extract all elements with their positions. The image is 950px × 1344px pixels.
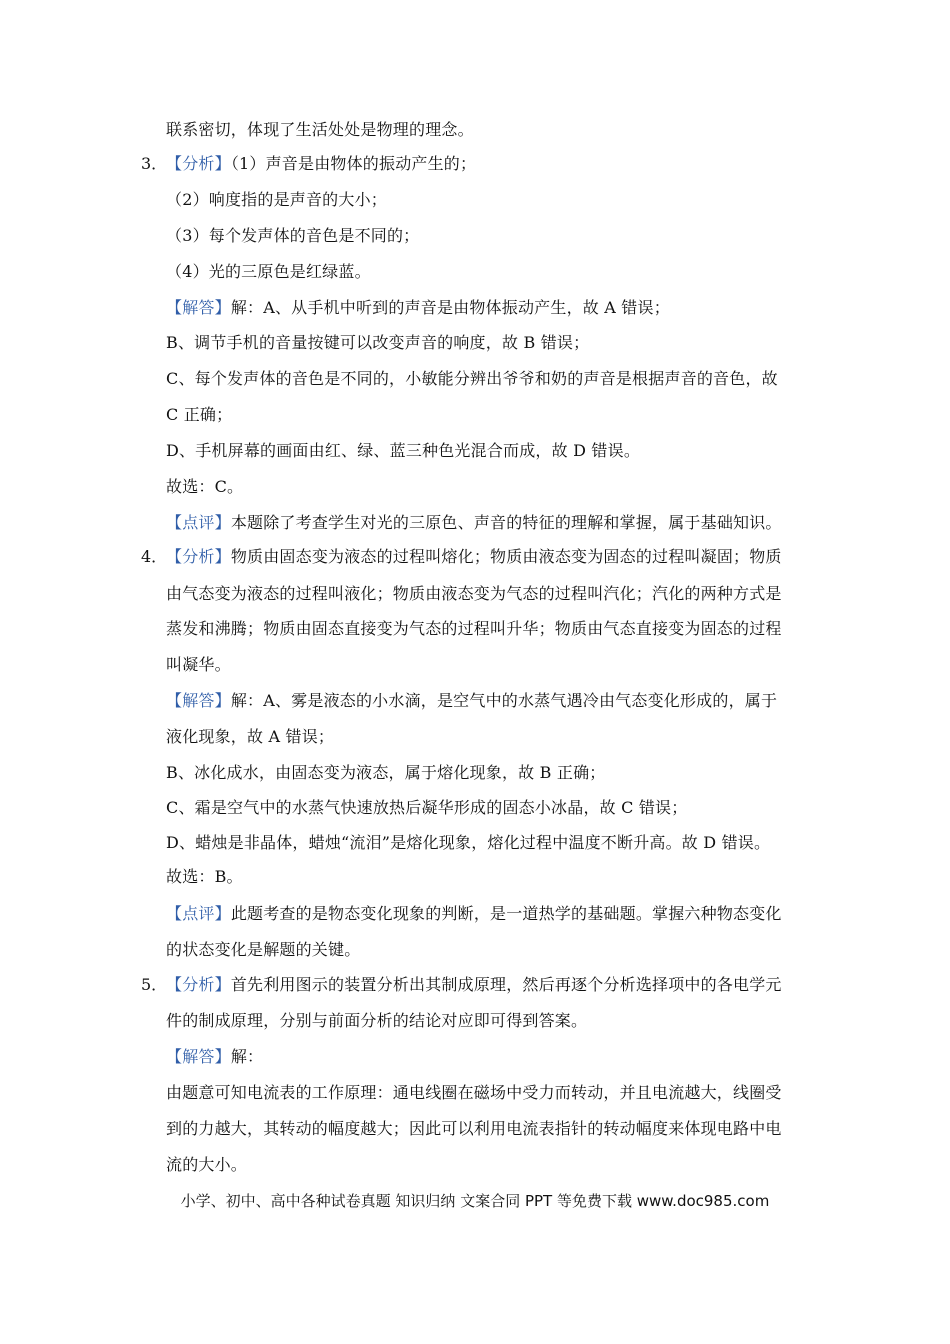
q3-answer-line-6: 故选：C。 (166, 477, 244, 496)
q3-answer-line-4: C 正确； (166, 405, 233, 424)
footer-advert: 小学、初中、高中各种试卷真题 知识归纳 文案合同 PPT 等免费下载 www.doc985.com (180, 1192, 770, 1210)
q4-analysis-text-1: 物质由固态变为液态的过程叫熔化；物质由液态变为固态的过程叫凝固；物质 (230, 547, 782, 566)
q4-comment-line-2: 的状态变化是解题的关键。 (166, 940, 361, 959)
q4-answer-text-1: 解：A、雾是液态的小水滴，是空气中的水蒸气遇冷由气态变化形成的，属于 (230, 691, 778, 710)
q4-answer-line-5: D、蜡烛是非晶体，蜡烛“流泪”是熔化现象，熔化过程中温度不断升高。故 D 错误。 (166, 833, 771, 852)
q5-analysis-tag: 【分析】 (166, 975, 231, 994)
q4-comment-text-1: 此题考查的是物态变化现象的判断，是一道热学的基础题。掌握六种物态变化 (230, 904, 782, 923)
q4-analysis-line-3: 蒸发和沸腾；物质由固态直接变为气态的过程叫升华；物质由气态直接变为固态的过程 (166, 619, 782, 638)
q3-comment-line-1 (166, 512, 816, 534)
q4-analysis-line-1 (166, 546, 816, 568)
q4-analysis-line-4: 叫凝华。 (166, 655, 231, 674)
q5-answer-line-1 (166, 1046, 816, 1068)
q3-comment-text-1: 本题除了考查学生对光的三原色、声音的特征的理解和掌握，属于基础知识。 (230, 513, 782, 532)
q3-number: 3． (141, 154, 168, 173)
q5-answer-line-2: 由题意可知电流表的工作原理：通电线圈在磁场中受力而转动，并且电流越大，线圈受 (166, 1083, 782, 1102)
q4-answer-line-6: 故选：B。 (166, 867, 243, 886)
q5-number: 5． (141, 975, 168, 994)
q4-answer-line-3: B、冰化成水，由固态变为液态，属于熔化现象，故 B 正确； (166, 763, 606, 782)
q4-answer-line-4: C、霜是空气中的水蒸气快速放热后凝华形成的固态小冰晶，故 C 错误； (166, 798, 688, 817)
q3-analysis-tag: 【分析】 (166, 154, 231, 173)
q4-answer-line-1 (166, 690, 816, 712)
q3-analysis-line-4: （4）光的三原色是红绿蓝。 (166, 262, 371, 281)
q3-analysis-line-3: （3）每个发声体的音色是不同的； (166, 226, 420, 245)
q3-comment-tag: 【点评】 (166, 513, 231, 532)
q3-answer-line-1 (166, 297, 816, 319)
q3-analysis-line-2: （2）响度指的是声音的大小； (166, 190, 387, 209)
q3-answer-line-3: C、每个发声体的音色是不同的，小敏能分辨出爷爷和奶的声音是根据声音的音色，故 (166, 369, 778, 388)
q4-comment-line-1 (166, 903, 816, 925)
q3-answer-tag: 【解答】 (166, 298, 231, 317)
q5-answer-line-3: 到的力越大，其转动的幅度越大；因此可以利用电流表指针的转动幅度来体现电路中电 (166, 1119, 782, 1138)
q4-number: 4． (141, 547, 168, 566)
q5-answer-tag: 【解答】 (166, 1047, 231, 1066)
q5-answer-text-1: 解： (230, 1047, 264, 1066)
q5-answer-line-4: 流的大小。 (166, 1155, 248, 1174)
q3-answer-line-5: D、手机屏幕的画面由红、绿、蓝三种色光混合而成，故 D 错误。 (166, 441, 641, 460)
q5-analysis-text-1: 首先利用图示的装置分析出其制成原理，然后再逐个分析选择项中的各电学元 (230, 975, 782, 994)
q5-analysis-line-1 (166, 974, 816, 996)
q4-analysis-tag: 【分析】 (166, 547, 231, 566)
q4-answer-tag: 【解答】 (166, 691, 231, 710)
q3-analysis-line-1 (166, 153, 816, 175)
q4-analysis-line-2: 由气态变为液态的过程叫液化；物质由液态变为气态的过程叫汽化；汽化的两种方式是 (166, 584, 782, 603)
q3-answer-line-2: B、调节手机的音量按键可以改变声音的响度，故 B 错误； (166, 333, 590, 352)
q4-comment-tag: 【点评】 (166, 904, 231, 923)
q5-analysis-line-2: 件的制成原理，分别与前面分析的结论对应即可得到答案。 (166, 1011, 588, 1030)
q2-tail-text: 联系密切，体现了生活处处是物理的理念。 (166, 120, 474, 139)
q3-analysis-text-1: （1）声音是由物体的振动产生的； (230, 154, 477, 173)
q3-answer-text-1: 解：A、从手机中听到的声音是由物体振动产生，故 A 错误； (230, 298, 670, 317)
q4-answer-line-2: 液化现象，故 A 错误； (166, 727, 335, 746)
